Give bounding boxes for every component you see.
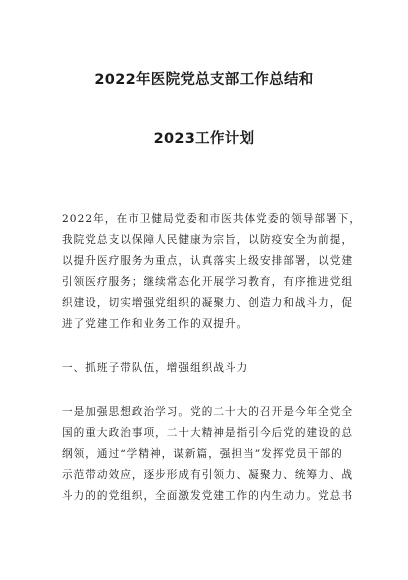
body-paragraph-line: 一是加强思想政治学习。党的二十大的召开是今年全党全 (62, 406, 354, 418)
body-paragraph-line: 国的重大政治事项，二十大精神是指引今后党的建设的总 (62, 427, 354, 439)
body-paragraph-line: 示范带动效应，逐步形成有引领力、凝聚力、统筹力、战 (62, 469, 354, 481)
body-paragraph-line: 纲领，通过“学精神，谋新篇，强担当”发挥党员干部的 (62, 448, 343, 460)
intro-paragraph-line: 我院党总支以保障人民健康为宗旨，以防疫安全为前提， (62, 234, 354, 246)
intro-paragraph-line: 进了党建工作和业务工作的双提升。 (62, 318, 249, 330)
body-paragraph-line: 斗力的的党组织，全面激发党建工作的内生动力。党总书 (62, 490, 354, 502)
intro-paragraph-line: 以提升医疗服务为重点，认真落实上级安排部署，以党建 (62, 255, 354, 267)
document-title-line-2: 2023工作计划 (153, 131, 255, 147)
intro-paragraph-line: 织建设，切实增强党组织的凝聚力、创造力和战斗力，促 (62, 297, 354, 309)
document-title-line-1: 2022年医院党总支部工作总结和 (94, 72, 314, 88)
section-heading: 一、抓班子带队伍，增强组织战斗力 (62, 362, 249, 374)
intro-paragraph-line: 2022年，在市卫健局党委和市医共体党委的领导部署下， (62, 213, 361, 225)
intro-paragraph-line: 引领医疗服务；继续常态化开展学习教育，有序推进党组 (62, 276, 354, 288)
